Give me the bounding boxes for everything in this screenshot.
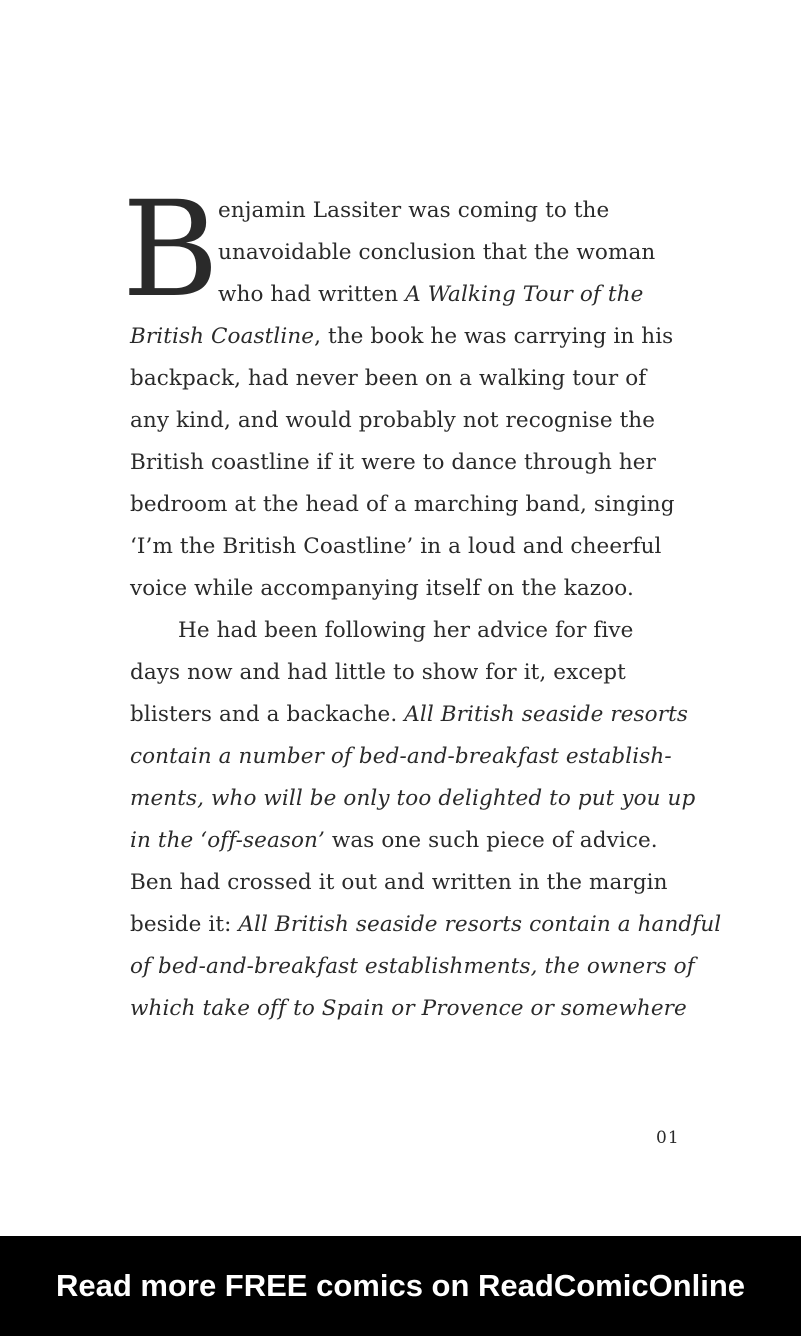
body-text	[122, 173, 722, 1030]
text-line: Ben had crossed it out and written in the margin	[130, 870, 668, 895]
text-line: British coastline if it were to dance through her	[130, 450, 656, 475]
drop-cap: B	[122, 173, 220, 327]
text-line: of bed-and-breakfast establishments, the owners of	[130, 954, 695, 979]
paragraph-2	[130, 610, 722, 1030]
promo-banner[interactable]	[0, 1236, 801, 1336]
text-line: enjamin Lassiter was coming to the	[218, 198, 610, 223]
text-line: ‘I’m the British Coastline’ in a loud and cheerful	[130, 534, 662, 559]
quoted-advice-italic: in the ‘off-season’	[130, 828, 325, 853]
page-number: 01	[656, 1128, 680, 1148]
text-line: contain a number of bed-and-breakfast establish-	[130, 744, 672, 769]
quoted-advice-italic: All British seaside resorts	[404, 702, 688, 727]
text-line: bedroom at the head of a marching band, singing	[130, 492, 675, 517]
text-line: backpack, had never been on a walking tour of	[130, 366, 647, 391]
book-title-italic: A Walking Tour of the	[405, 282, 644, 307]
text-line	[130, 820, 658, 862]
text-span: was one such piece of advice.	[324, 828, 658, 853]
book-title-italic: British Coastline	[130, 324, 315, 349]
text-span: who had written	[218, 282, 406, 307]
text-line: He had been following her advice for five	[178, 618, 634, 643]
text-line	[130, 694, 688, 736]
margin-note-italic: All British seaside resorts contain a handful	[238, 912, 722, 937]
text-span: blisters and a backache.	[130, 702, 405, 727]
text-span: , the book he was carrying in his	[314, 324, 674, 349]
text-line: ments, who will be only too delighted to put you up	[130, 786, 696, 811]
text-line: which take off to Spain or Provence or somewhere	[130, 996, 687, 1021]
promo-banner-text[interactable]: Read more FREE comics on ReadComicOnline	[55, 1268, 746, 1303]
text-line	[130, 904, 722, 946]
text-span: beside it:	[130, 912, 239, 937]
text-line: any kind, and would probably not recognise the	[130, 408, 656, 433]
text-line: days now and had little to show for it, except	[130, 660, 626, 685]
text-line: voice while accompanying itself on the kazoo.	[130, 576, 634, 601]
paragraph-1	[122, 173, 675, 610]
text-line: unavoidable conclusion that the woman	[218, 240, 656, 265]
